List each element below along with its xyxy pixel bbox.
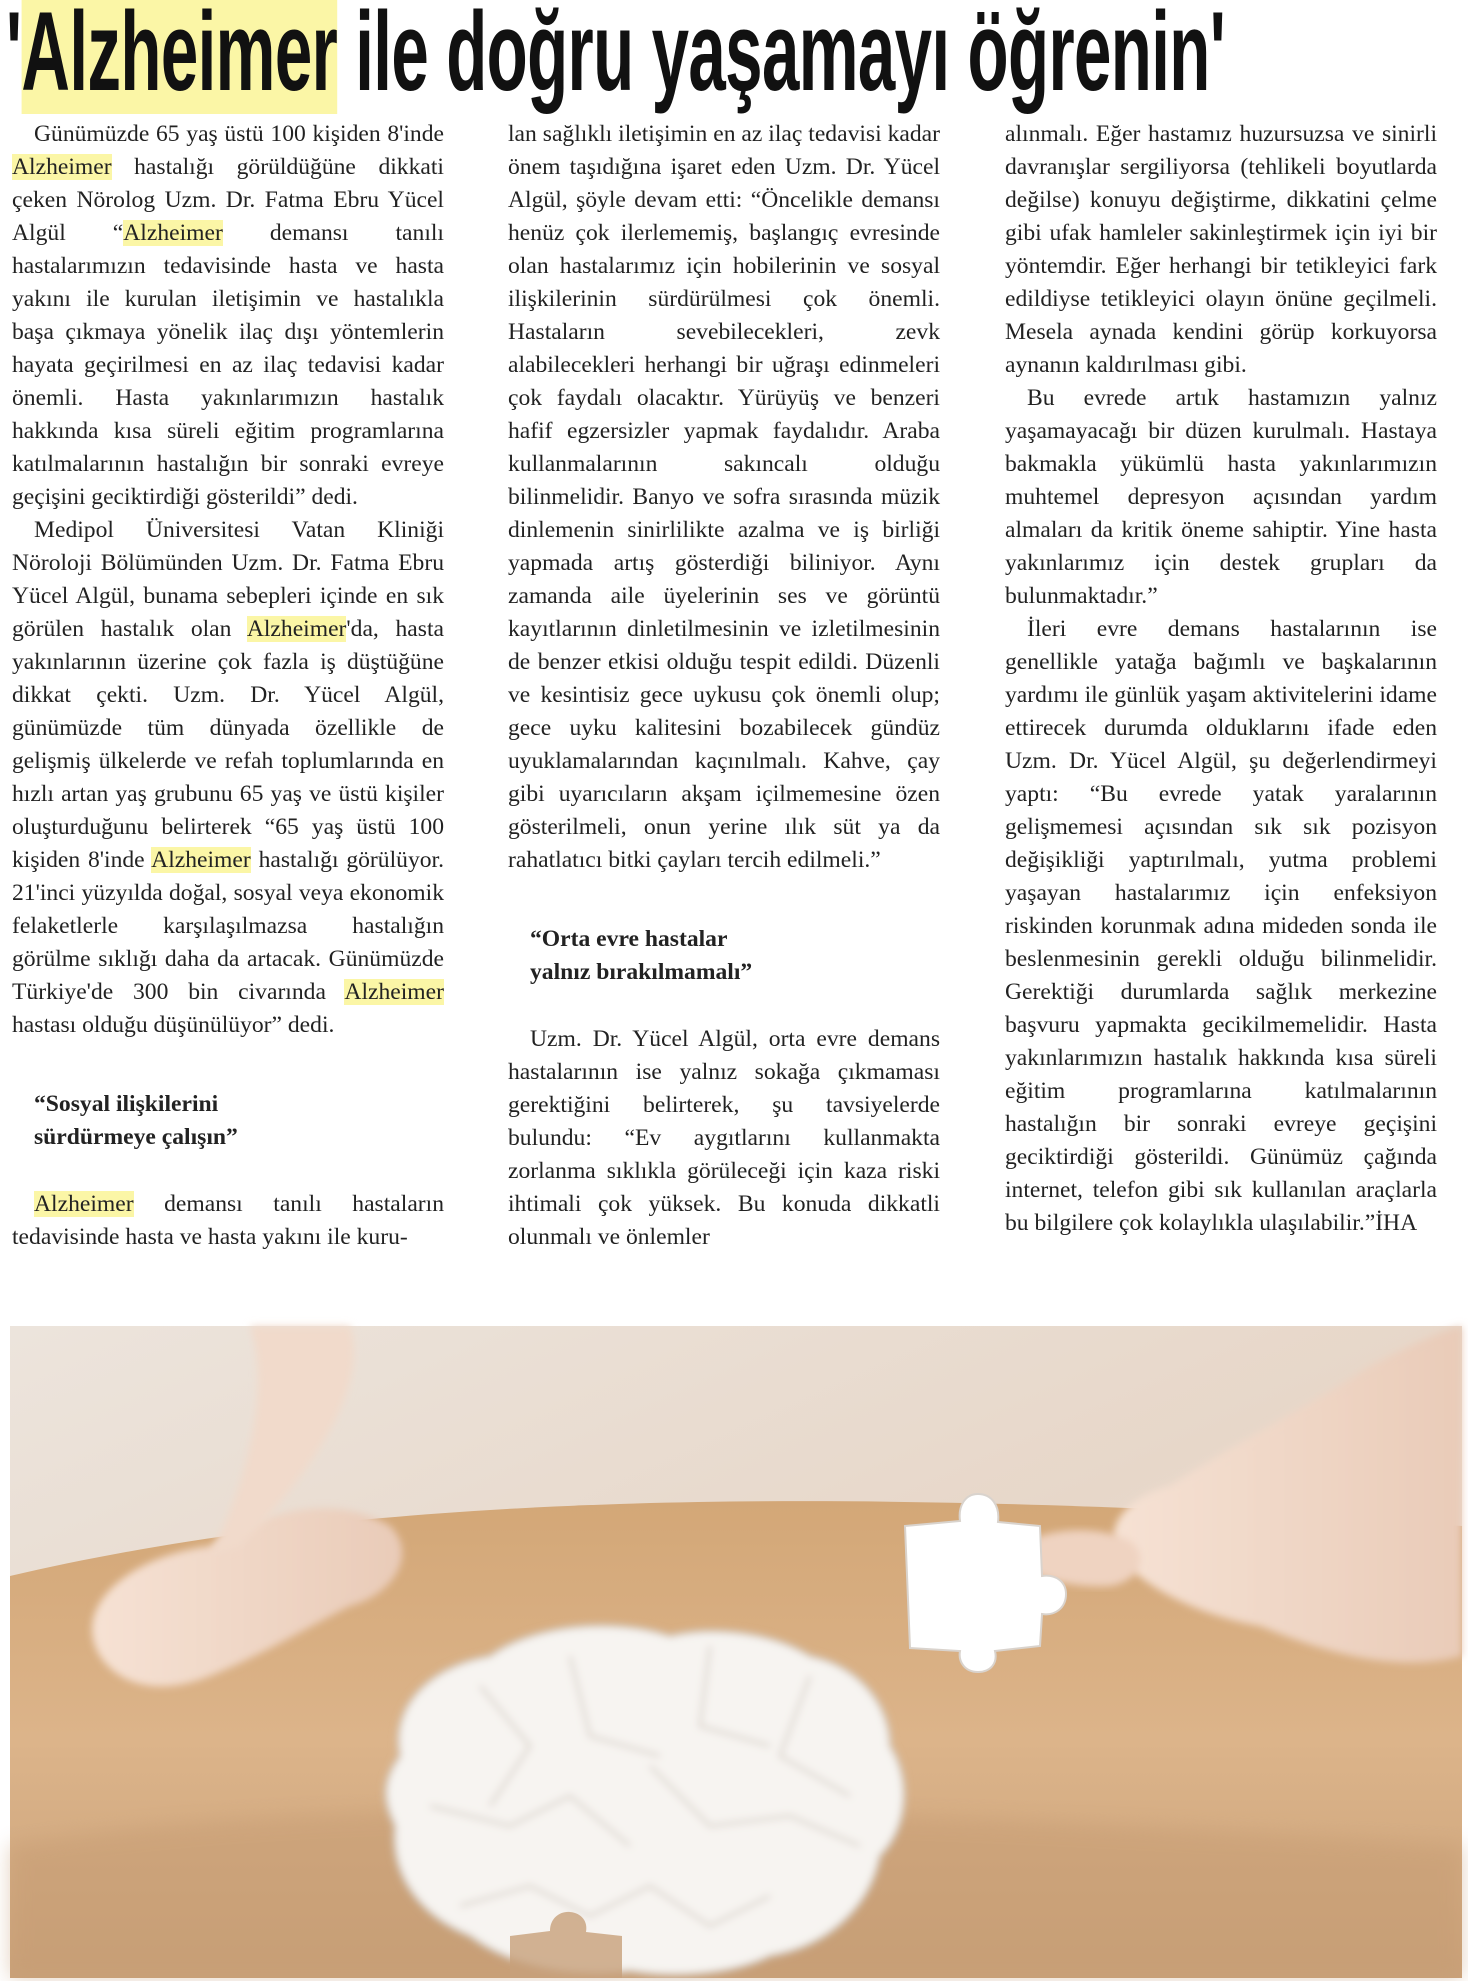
- subheading-line: yalnız bırakılmamalı”: [530, 959, 753, 985]
- headline-rest: ile doğru yaşamayı öğrenin': [337, 0, 1226, 114]
- keyword-highlight: Alzheimer: [34, 1191, 134, 1217]
- col1-paragraph-1: [12, 118, 444, 514]
- headline-quote-open: ': [6, 0, 22, 114]
- text-run: 'da, hasta yakınlarının üzerine çok fazla iş düştüğüne dikkat çekti. Uzm. Dr. Yücel Algül, günümüzde tüm dünyada özellikle de gelişmiş ülkelerde ve refah toplumlarında en hızlı artan yaş grubunu 65 yaş ve üstü kişiler oluşturduğunu belirterek “65 yaş üstü 100 kişiden 8'inde: [12, 616, 444, 873]
- keyword-highlight: Alzheimer: [151, 847, 251, 873]
- col3-paragraph-2: Bu evrede artık hastamızın yalnız yaşamayacağı bir düzen kurulmalı. Hastaya bakmakla yükümlü hasta yakınlarımızın muhtemel depresyon açısından yardım almaları da kritik öneme sahiptir. Yine hasta yakınlarımız için destek grupları da bulunmaktadır.”: [1005, 385, 1437, 609]
- col2-paragraph-1: lan sağlıklı iletişimin en az ilaç tedavisi kadar önem taşıdığına işaret eden Uzm. Dr. Yücel Algül, şöyle devam etti: “Öncelikle demansı henüz çok ilerlememiş, başlangıç evresinde olan hastalarımız için hobilerinin ve sosyal ilişkilerinin sürdürülmesi çok önemli. Hastaların sevebilecekleri, zevk alabilecekleri herhangi bir uğraşı edinmeleri çok faydalı olacaktır. Yürüyüş ve benzeri hafif egzersizler yapmak faydalıdır. Araba kullanmalarının sakıncalı olduğu bilinmelidir. Banyo ve sofra sırasında müzik dinlemenin sinirlilikte azalma ve iş birliği yapmada artış gösterdiği biliniyor. Aynı zamanda aile üyelerinin ses ve görüntü kayıtlarının dinletilmesinin ve izletilmesinin de benzer etkisi olduğu tespit edildi. Düzenli ve kesintisiz gece uykusu çok önemli olup; gece uyku kalitesini bozabilecek gündüz uyuklamalarından kaçınılmalı. Kahve, çay gibi uyarıcıların akşam içilmemesine özen gösterilmeli, onun yerine ılık süt ya da rahatlatıcı bitki çayları tercih edilmeli.”: [508, 121, 940, 873]
- col1-paragraph-3: [12, 1188, 444, 1254]
- subheading-line: “Sosyal ilişkilerini: [34, 1091, 219, 1117]
- keyword-highlight: Alzheimer: [12, 154, 112, 180]
- text-run: hastalığı görülüyor. 21'inci yüzyılda doğal, sosyal veya ekonomik felaketlerle karşılaşılmazsa hastalığın görülme sıklığı daha da artacak. Günümüzde Türkiye'de 300 bin civarında: [12, 847, 444, 1005]
- headline-keyword: Alzheimer: [21, 0, 337, 114]
- puzzle-brain: [386, 1626, 904, 1975]
- text-run: hastası olduğu düşünülüyor” dedi.: [12, 1012, 335, 1038]
- text-run: Günümüzde 65 yaş üstü 100 kişiden 8'inde: [34, 121, 444, 147]
- article-column-1: [12, 118, 444, 1254]
- col3-paragraph-1: alınmalı. Eğer hastamız huzursuzsa ve sinirli davranışlar sergiliyorsa (tehlikeli boyutlarda değilse) konuyu değiştirme, dikkatini çelme gibi ufak hamleler sakinleştirmek için iyi bir yöntemdir. Eğer herhangi bir tetikleyici fark edildiyse tetikleyici olayın önüne geçilmeli. Mesela aynada kendini görüp korkuyorsa aynanın kaldırılması gibi.: [1005, 121, 1437, 378]
- headline: [6, 0, 1226, 114]
- subheading-line: sürdürmeye çalışın”: [34, 1124, 238, 1150]
- col2-subheading: [530, 923, 940, 989]
- article-column-2: [508, 118, 940, 1254]
- article-photo: [10, 1326, 1462, 1978]
- col3-paragraph-3: İleri evre demans hastalarının ise genellikle yatağa bağımlı ve başkalarının yardımı ile günlük yaşam aktivitelerini idame ettirecek durumda olduklarını ifade eden Uzm. Dr. Yücel Algül, şu değerlendirmeyi yaptı: “Bu evrede yatak yaralarının gelişmemesi açısından sık sık pozisyon değişikliği yaptırılmalı, yutma problemi yaşayan hastalarımız için enfeksiyon riskinden korunmak adına mideden sonda ile beslenmesinin gerekli olduğu bilinmelidir. Gerektiği durumlarda sağlık merkezine başvuru yapmakta gecikilmemelidir. Hasta yakınlarımızın hastalık hakkında kısa süreli eğitim programlarına katılmalarının hastalığın bir sonraki evreye geçişini geciktirdiği gösterildi. Günümüz çağında internet, telefon gibi sık kullanılan araçlarla bu bilgilere çok kolaylıkla ulaşılabilir.”İHA: [1005, 616, 1437, 1236]
- col1-paragraph-2: [12, 514, 444, 1042]
- keyword-highlight: Alzheimer: [344, 979, 444, 1005]
- text-run: demansı tanılı hastalarımızın tedavisinde hasta ve hasta yakını ile kurulan iletişimin ve hastalıkla başa çıkmaya yönelik ilaç dışı yöntemlerin hayata geçirilmesi en az ilaç tedavisi kadar önemli. Hasta yakınlarımızın hastalık hakkında kısa süreli eğitim programlarına katılmalarının hastalığın bir sonraki evreye geçişini geciktirdiği gösterildi” dedi.: [12, 220, 444, 510]
- col2-paragraph-2: Uzm. Dr. Yücel Algül, orta evre demans hastalarının ise yalnız sokağa çıkmaması gerektiğini belirterek, şu tavsiyelerde bulundu: “Ev aygıtlarını kullanmakta zorlanma sıklıkla görüleceği için kaza riski ihtimali çok yüksek. Bu konuda dikkatli olunmalı ve önlemler: [508, 1026, 940, 1250]
- keyword-highlight: Alzheimer: [123, 220, 223, 246]
- text-run: demansı tanılı hastaların tedavisinde hasta ve hasta yakını ile kuru-: [12, 1191, 444, 1250]
- col1-subheading: [34, 1088, 444, 1154]
- puzzle-hands-illustration: [10, 1326, 1462, 1978]
- keyword-highlight: Alzheimer: [246, 616, 347, 642]
- text-run: hastalığı görüldüğüne dikkati çeken Nörolog Uzm. Dr. Fatma Ebru Yücel Algül “: [12, 154, 444, 246]
- text-run: Medipol Üniversitesi Vatan Kliniği Nöroloji Bölümünden Uzm. Dr. Fatma Ebru Yücel Algül, bunama sebepleri içinde en sık görülen hastalık olan: [12, 517, 444, 642]
- subheading-line: “Orta evre hastalar: [530, 926, 728, 952]
- article-column-3: [1005, 118, 1437, 1240]
